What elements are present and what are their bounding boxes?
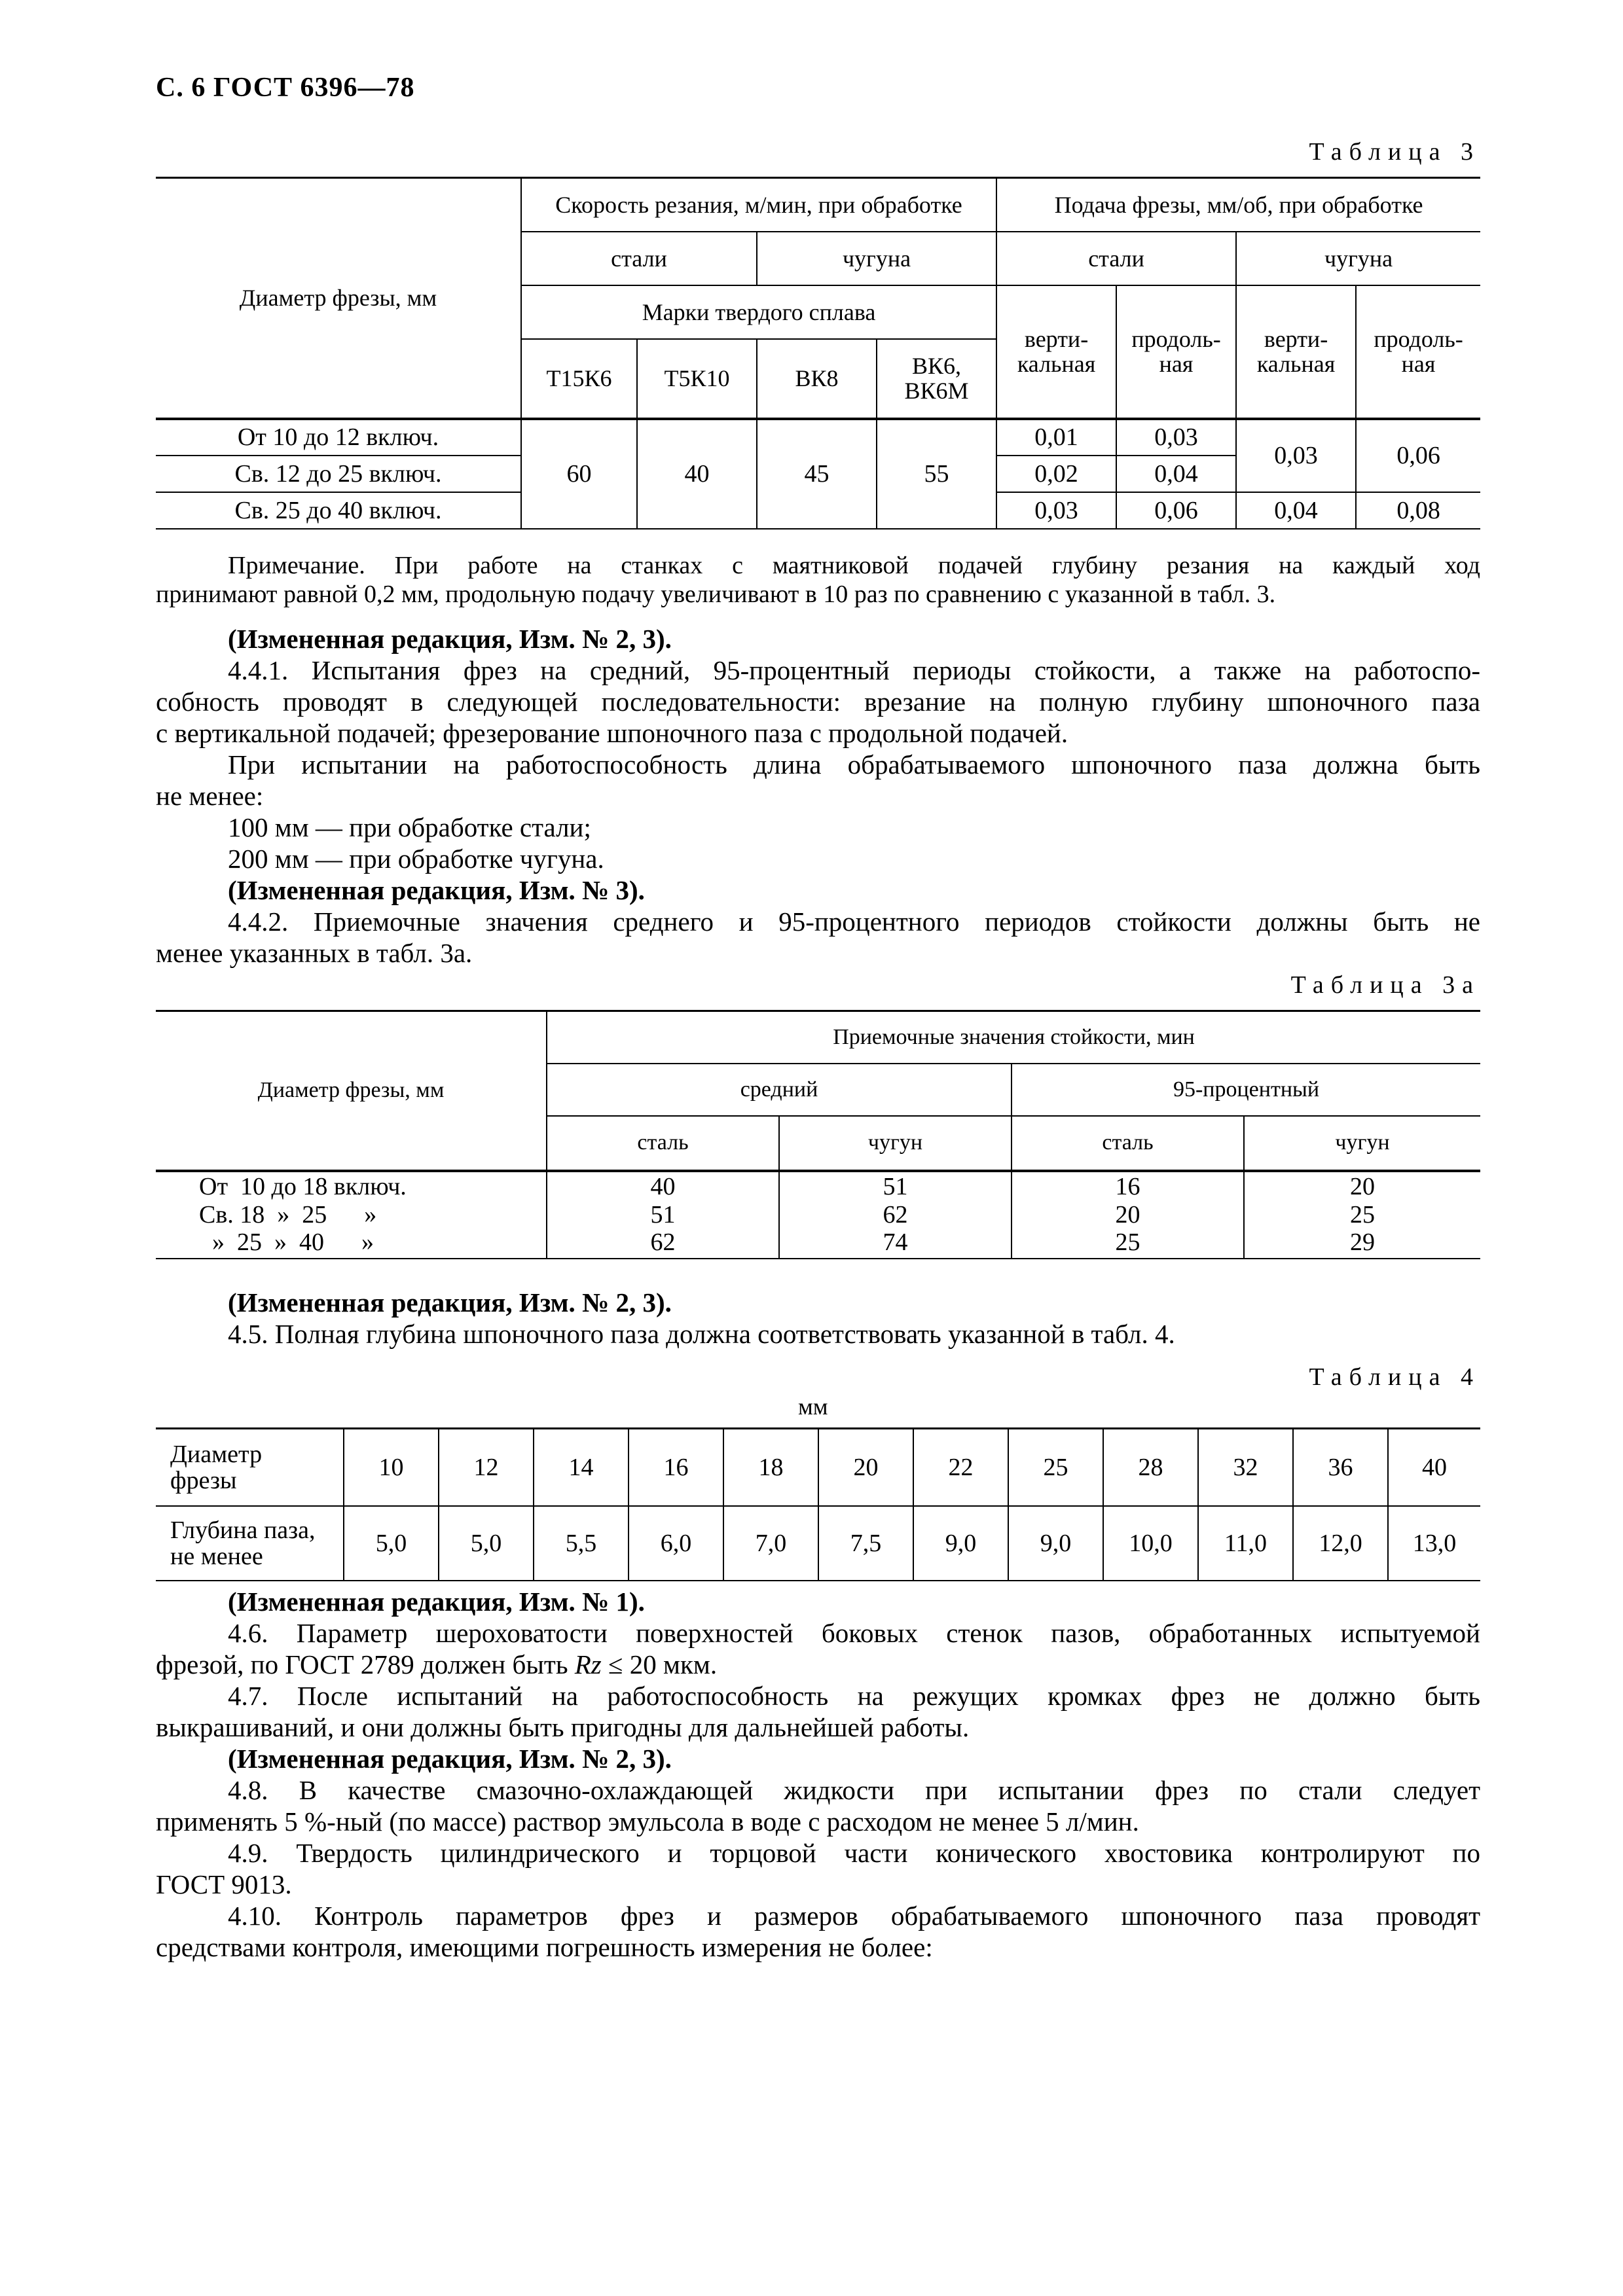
t3-speed-vk6: 55 bbox=[877, 419, 996, 529]
t3a-iron: чугун bbox=[1244, 1116, 1480, 1171]
t4-depth: 5,0 bbox=[344, 1506, 439, 1581]
t3-speed-iron: чугуна bbox=[757, 232, 996, 285]
t3-alloy-marks: Марки твердого сплава bbox=[521, 285, 996, 339]
amendment-note: (Измененная редакция, Изм. № 3). bbox=[228, 875, 645, 905]
t4-diameter: 16 bbox=[629, 1429, 723, 1506]
t3-feed-iron-longitudinal: продоль- ная bbox=[1356, 285, 1480, 419]
t3-vk6: ВК6, ВК6М bbox=[877, 339, 996, 419]
t4-diameter: 12 bbox=[439, 1429, 534, 1506]
t3-feed-value: 0,04 bbox=[1236, 492, 1356, 529]
t3-speed-t5k10: 40 bbox=[637, 419, 757, 529]
sections-4-6-to-4-10: (Измененная редакция, Изм. № 1). 4.6. Параметр шероховатости поверхностей боковых стенок пазов, обработанных испытуемой фрезой, по ГОСТ 2789 должен быть Rz ≤ 20 мкм. 4.7. После испытаний на работоспособность на режущих кромках фрез не должно быть выкрашиваний, и они должны быть пригодны для дальнейшей работы. (Измененная редакция, Изм. № 2, 3). 4.8. В качестве смазочно-охлаждающей жидкости при испытании фрез по стали следует применять 5 %-ный (по массе) раствор эмульсола в воде с расходом не менее 5 л/мин. 4.9. Твердость цилиндрического и торцовой части конического хвостовика контролируют по ГОСТ 9013. 4.10. Контроль параметров фрез и размеров обрабатываемого шпоночного паза проводят средствами контроля, имеющими погрешность измерения не более: bbox=[156, 1587, 1480, 1962]
t3a-cell: 51 bbox=[547, 1201, 779, 1229]
t4-depth: 12,0 bbox=[1293, 1506, 1388, 1581]
t3a-steel: сталь bbox=[547, 1116, 779, 1171]
t4-label-diameter: Диаметр фрезы bbox=[156, 1429, 344, 1506]
t3-row-label: Св. 25 до 40 включ. bbox=[156, 492, 521, 529]
t4-diameter: 10 bbox=[344, 1429, 439, 1506]
t4-diameter: 32 bbox=[1198, 1429, 1293, 1506]
table3 bbox=[156, 177, 1480, 529]
t3-row-label: От 10 до 12 включ. bbox=[156, 419, 521, 456]
t4-diameter: 22 bbox=[913, 1429, 1008, 1506]
t4-diameter: 40 bbox=[1388, 1429, 1480, 1506]
t4-depth: 13,0 bbox=[1388, 1506, 1480, 1581]
t3-feed-value: 0,06 bbox=[1356, 419, 1480, 492]
t3-vk8: ВК8 bbox=[757, 339, 877, 419]
amendment-note: (Измененная редакция, Изм. № 2, 3). bbox=[228, 624, 672, 654]
section-4-4-1: (Измененная редакция, Изм. № 2, 3). 4.4.1. Испытания фрез на средний, 95-процентный периоды стойкости, а также на работоспо- собность проводят в следующей последовательности: врезание на полную глубину шпоночного паза с вертикальной подачей; фрезерование шпоночного паза с продольной подачей. При испытании на работоспособность длина обрабатываемого шпоночного паза должна быть не менее: 100 мм — при обработке стали; 200 мм — при обработке чугуна. (Измененная редакция, Изм. № 3). 4.4.2. Приемочные значения среднего и 95-процентного периодов стойкости должны быть не менее указанных в табл. 3а. bbox=[156, 624, 1480, 968]
t3a-p95: 95-процентный bbox=[1012, 1064, 1480, 1116]
t3-feed-iron: чугуна bbox=[1236, 232, 1480, 285]
t3a-cell: 62 bbox=[779, 1201, 1012, 1229]
table3-caption: Таблица 3 bbox=[1309, 138, 1480, 166]
t4-depth: 7,5 bbox=[818, 1506, 913, 1581]
t3-feed-value: 0,08 bbox=[1356, 492, 1480, 529]
t3a-col-diameter: Диаметр фрезы, мм bbox=[156, 1011, 547, 1171]
t4-diameter: 20 bbox=[818, 1429, 913, 1506]
t3a-cell: 74 bbox=[779, 1229, 1012, 1259]
t3a-cell: 16 bbox=[1012, 1171, 1244, 1201]
t3-feed-value: 0,03 bbox=[1116, 419, 1236, 456]
table4 bbox=[156, 1427, 1480, 1581]
t3-speed-steel: стали bbox=[521, 232, 757, 285]
t3-feed-steel-longitudinal: продоль- ная bbox=[1116, 285, 1236, 419]
t3a-row-label: От 10 до 18 включ. bbox=[156, 1171, 547, 1201]
table3-note: Примечание. При работе на станках с маятниковой подачей глубину резания на каждый ход принимают равной 0,2 мм, продольную подачу увеличивают в 10 раз по сравнению с указанной в табл. 3. bbox=[156, 552, 1480, 608]
t3a-cell: 51 bbox=[779, 1171, 1012, 1201]
t4-depth: 5,5 bbox=[534, 1506, 629, 1581]
table3a-caption: Таблица 3а bbox=[1290, 971, 1480, 999]
t4-row-depth bbox=[156, 1506, 1480, 1581]
t3-speed-vk8: 45 bbox=[757, 419, 877, 529]
page-header: С. 6 ГОСТ 6396—78 bbox=[156, 73, 415, 103]
t4-depth: 9,0 bbox=[1008, 1506, 1103, 1581]
t3a-mean: средний bbox=[547, 1064, 1012, 1116]
t3a-cell: 40 bbox=[547, 1171, 779, 1201]
t3a-iron: чугун bbox=[779, 1116, 1012, 1171]
t4-depth: 6,0 bbox=[629, 1506, 723, 1581]
t4-depth: 7,0 bbox=[723, 1506, 818, 1581]
t3-feed-value: 0,01 bbox=[996, 419, 1116, 456]
t3-feed-value: 0,03 bbox=[996, 492, 1116, 529]
t4-label-depth: Глубина паза, не менее bbox=[156, 1506, 344, 1581]
section-4-5: (Измененная редакция, Изм. № 2, 3). 4.5. Полная глубина шпоночного паза должна соответствовать указанной в табл. 4. bbox=[156, 1287, 1480, 1350]
t3-row-label: Св. 12 до 25 включ. bbox=[156, 456, 521, 492]
t3a-cell: 62 bbox=[547, 1229, 779, 1259]
t3-feed-steel: стали bbox=[996, 232, 1236, 285]
amendment-note: (Измененная редакция, Изм. № 1). bbox=[228, 1587, 645, 1617]
t3a-cell: 20 bbox=[1012, 1201, 1244, 1229]
t3-speed-t15k6: 60 bbox=[521, 419, 637, 529]
t3a-cell: 25 bbox=[1244, 1201, 1480, 1229]
table4-unit: мм bbox=[798, 1393, 828, 1420]
t3a-steel: сталь bbox=[1012, 1116, 1244, 1171]
t4-diameter: 25 bbox=[1008, 1429, 1103, 1506]
t3-feed-value: 0,03 bbox=[1236, 419, 1356, 492]
amendment-note: (Измененная редакция, Изм. № 2, 3). bbox=[228, 1744, 672, 1774]
t4-diameter: 36 bbox=[1293, 1429, 1388, 1506]
t3-feed-value: 0,06 bbox=[1116, 492, 1236, 529]
t3a-row-label: Св. 18 » 25 » bbox=[156, 1201, 547, 1229]
t4-depth: 11,0 bbox=[1198, 1506, 1293, 1581]
t3-feed-iron-vertical: верти- кальная bbox=[1236, 285, 1356, 419]
t3-col-diameter: Диаметр фрезы, мм bbox=[156, 178, 521, 419]
t3-t5k10: Т5К10 bbox=[637, 339, 757, 419]
table3a bbox=[156, 1010, 1480, 1259]
t3-feed-value: 0,02 bbox=[996, 456, 1116, 492]
t3a-acc-header: Приемочные значения стойкости, мин bbox=[547, 1011, 1480, 1064]
table4-caption: Таблица 4 bbox=[1309, 1363, 1480, 1391]
t3-t15k6: Т15К6 bbox=[521, 339, 637, 419]
t3a-row-label: » 25 » 40 » bbox=[156, 1229, 547, 1259]
t3a-cell: 29 bbox=[1244, 1229, 1480, 1259]
t4-diameter: 28 bbox=[1103, 1429, 1198, 1506]
t3-feed-header: Подача фрезы, мм/об, при обработке bbox=[996, 178, 1480, 232]
t3-feed-steel-vertical: верти- кальная bbox=[996, 285, 1116, 419]
t3a-cell: 20 bbox=[1244, 1171, 1480, 1201]
amendment-note: (Измененная редакция, Изм. № 2, 3). bbox=[228, 1287, 672, 1318]
t4-depth: 5,0 bbox=[439, 1506, 534, 1581]
t4-diameter: 14 bbox=[534, 1429, 629, 1506]
t4-row-diameter bbox=[156, 1429, 1480, 1506]
t3a-cell: 25 bbox=[1012, 1229, 1244, 1259]
t4-depth: 10,0 bbox=[1103, 1506, 1198, 1581]
t3-speed-header: Скорость резания, м/мин, при обработке bbox=[521, 178, 996, 232]
t4-diameter: 18 bbox=[723, 1429, 818, 1506]
t3-feed-value: 0,04 bbox=[1116, 456, 1236, 492]
t4-depth: 9,0 bbox=[913, 1506, 1008, 1581]
